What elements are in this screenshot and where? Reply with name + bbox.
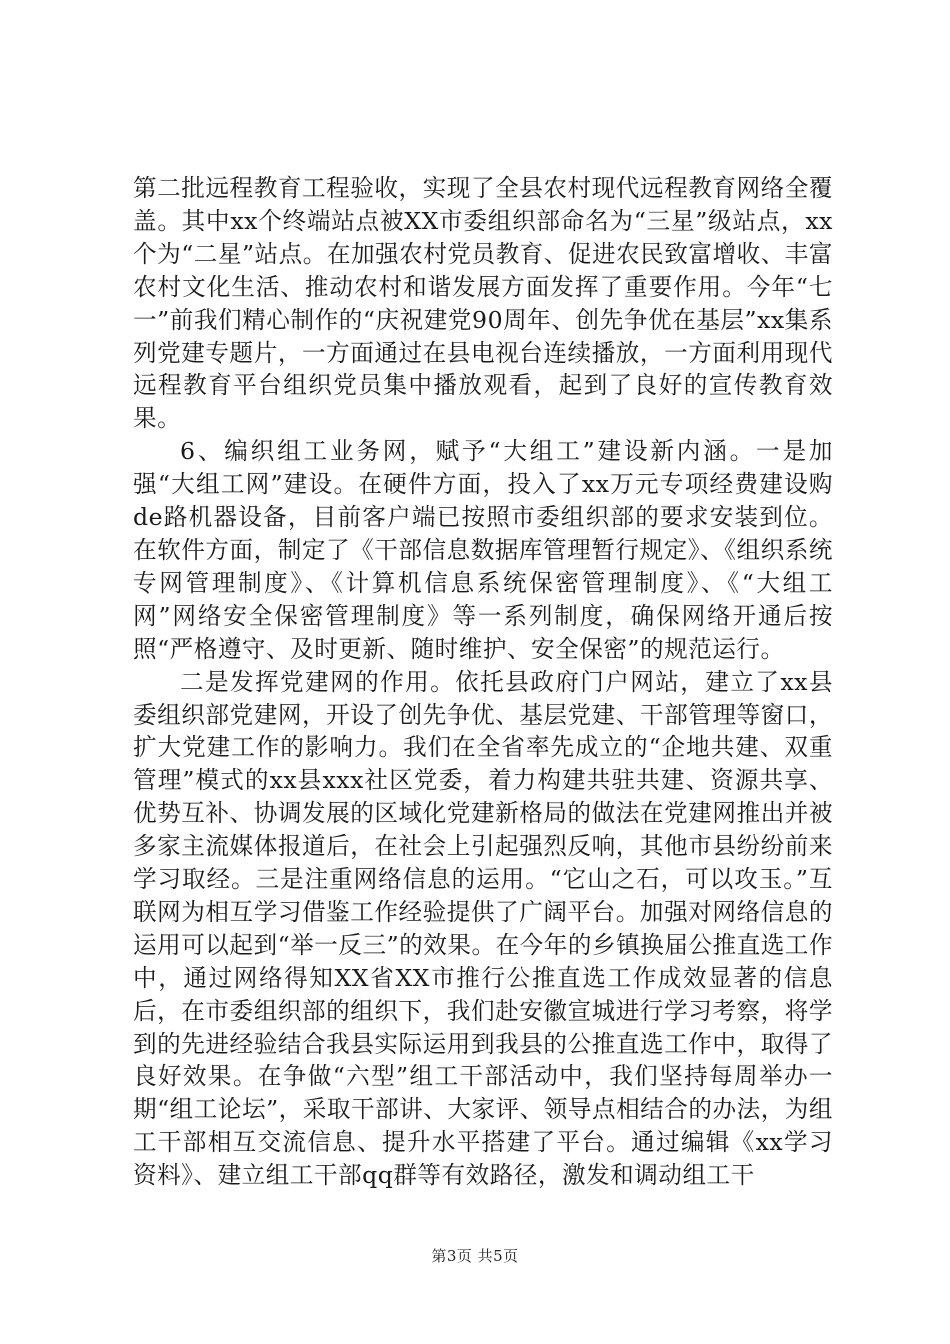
- paragraph-remote-education: 第二批远程教育工程验收，实现了全县农村现代远程教育网络全覆盖。其中xx个终端站点被XX市委组织部命名为“三星”级站点，xx个为“二星”站点。在加强农村党员教育、促进农民致富增收、丰富农村文化生活、推动农村和谐发展方面发挥了重要作用。今年“七一”前我们精心制作的“庆祝建党90周年、创先争优在基层”xx集系列党建专题片，一方面通过在县电视台连续播放，一方面利用现代远程教育平台组织党员集中播放观看，起到了良好的宣传教育效果。: [133, 174, 833, 433]
- page-number-footer: 第3页 共5页: [431, 1247, 519, 1265]
- paragraph-party-website: 二是发挥党建网的作用。依托县政府门户网站，建立了xx县委组织部党建网，开设了创先争优、基层党建、干部管理等窗口，扩大党建工作的影响力。我们在全省率先成立的“企地共建、双重管理”模式的xx县xxx社区党委，着力构建共驻共建、资源共享、优势互补、协调发展的区域化党建新格局的做法在党建网推出并被多家主流媒体报道后，在社会上引起强烈反响，其他市县纷纷前来学习取经。三是注重网络信息的运用。“它山之石，可以攻玉。”互联网为相互学习借鉴工作经验提供了广阔平台。加强对网络信息的运用可以起到“举一反三”的效果。在今年的乡镇换届公推直选工作中，通过网络得知XX省XX市推行公推直选工作成效显著的信息后，在市委组织部的组织下，我们赴安徽宣城进行学习考察，将学到的先进经验结合我县实际运用到我县的公推直选工作中，取得了良好效果。在争做“六型”组工干部活动中，我们坚持每周举办一期“组工论坛”，采取干部讲、大家评、领导点相结合的办法，为组工干部相互交流信息、提升水平搭建了平台。通过编辑《xx学习资料》、建立组工干部qq群等有效路径，激发和调动组工干: [133, 667, 833, 1190]
- body-text: [133, 172, 833, 1192]
- paragraph-business-network: 6、编织组工业务网，赋予“大组工”建设新内涵。一是加强“大组工网”建设。在硬件方面，投入了xx万元专项经费建设购de路机器设备，目前客户端已按照市委组织部的要求安装到位。在软件方面，制定了《干部信息数据库管理暂行规定》、《组织系统专网管理制度》、《计算机信息系统保密管理制度》、《“大组工网”网络安全保密管理制度》等一系列制度，确保网络开通后按照“严格遵守、及时更新、随时维护、安全保密”的规范运行。: [133, 437, 833, 663]
